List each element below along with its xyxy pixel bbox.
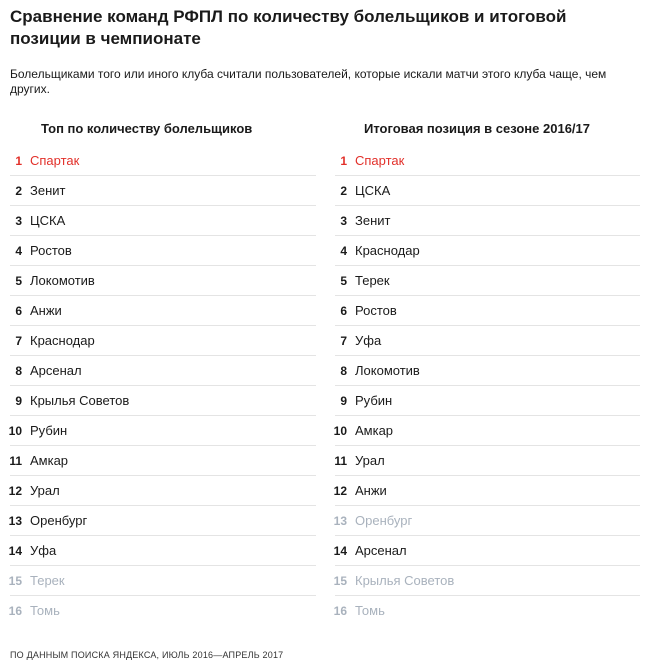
fans-ranking-table	[10, 146, 316, 625]
table-row	[10, 176, 316, 206]
table-row	[335, 596, 640, 625]
team-name: Ростов	[30, 243, 72, 258]
table-row	[335, 146, 640, 176]
rank-number: 15	[333, 573, 347, 588]
table-row	[10, 356, 316, 386]
rank-number: 5	[340, 273, 347, 288]
team-name: Амкар	[355, 423, 394, 438]
table-row	[10, 146, 316, 176]
team-name: Арсенал	[355, 543, 407, 558]
team-name: Урал	[30, 483, 60, 498]
team-name: Зенит	[30, 183, 66, 198]
team-name: Крылья Советов	[355, 573, 455, 588]
table-row	[335, 236, 640, 266]
rank-number: 15	[8, 573, 22, 588]
table-row	[335, 266, 640, 296]
left-column-heading: Топ по количеству болельщиков	[41, 121, 253, 136]
team-name: Крылья Советов	[30, 393, 130, 408]
rank-number: 14	[333, 543, 347, 558]
team-name: Рубин	[355, 393, 393, 408]
rank-number: 7	[15, 333, 22, 348]
source-note: ПО ДАННЫМ ПОИСКА ЯНДЕКСА, ИЮЛЬ 2016—АПРЕЛЬ 2017	[10, 650, 284, 660]
rank-number: 10	[333, 423, 347, 438]
team-name: Зенит	[355, 213, 391, 228]
table-row	[10, 416, 316, 446]
team-name: Краснодар	[355, 243, 420, 258]
team-name: Локомотив	[355, 363, 420, 378]
table-row	[335, 506, 640, 536]
rank-number: 13	[333, 513, 347, 528]
team-name: Оренбург	[355, 513, 413, 528]
table-row	[335, 446, 640, 476]
rank-number: 7	[340, 333, 347, 348]
rank-number: 8	[15, 363, 22, 378]
rank-number: 12	[333, 483, 347, 498]
table-row	[335, 416, 640, 446]
team-name: Оренбург	[30, 513, 88, 528]
rank-number: 3	[15, 213, 22, 228]
team-name: Уфа	[355, 333, 382, 348]
rank-number: 1	[15, 153, 22, 168]
table-row	[10, 326, 316, 356]
table-row	[10, 566, 316, 596]
team-name: Краснодар	[30, 333, 95, 348]
team-name: Амкар	[30, 453, 69, 468]
table-row	[335, 206, 640, 236]
table-row	[10, 386, 316, 416]
season-standings-table	[335, 146, 640, 625]
team-name: Терек	[30, 573, 65, 588]
rank-number: 3	[340, 213, 347, 228]
table-row	[335, 176, 640, 206]
table-row	[10, 476, 316, 506]
page-title: Сравнение команд РФПЛ по количеству болельщиков и итоговой позиции в чемпионате	[10, 7, 567, 48]
team-name: Томь	[355, 603, 385, 618]
rank-number: 14	[8, 543, 22, 558]
team-name: Томь	[30, 603, 60, 618]
team-name: Локомотив	[30, 273, 95, 288]
table-row	[10, 446, 316, 476]
rank-number: 5	[15, 273, 22, 288]
rank-number: 11	[9, 453, 22, 468]
rank-number: 8	[340, 363, 347, 378]
team-name: Спартак	[355, 153, 405, 168]
rank-number: 4	[15, 243, 22, 258]
table-row	[10, 296, 316, 326]
page-subtitle: Болельщиками того или иного клуба считали пользователей, которые искали матчи этого клуба чаще, чем других.	[10, 67, 607, 96]
rank-number: 11	[334, 453, 347, 468]
team-name: Спартак	[30, 153, 80, 168]
team-name: Терек	[355, 273, 390, 288]
rank-number: 16	[8, 603, 22, 618]
rank-number: 13	[8, 513, 22, 528]
team-name: Ростов	[355, 303, 397, 318]
rank-number: 16	[333, 603, 347, 618]
table-row	[10, 266, 316, 296]
table-row	[10, 236, 316, 266]
rank-number: 9	[340, 393, 347, 408]
rank-number: 6	[15, 303, 22, 318]
team-name: Уфа	[30, 543, 57, 558]
table-row	[335, 476, 640, 506]
team-name: ЦСКА	[355, 183, 391, 198]
table-row	[335, 536, 640, 566]
right-column-heading: Итоговая позиция в сезоне 2016/17	[364, 121, 590, 136]
table-row	[10, 596, 316, 625]
table-row	[335, 296, 640, 326]
rank-number: 12	[8, 483, 22, 498]
table-row	[335, 356, 640, 386]
team-name: ЦСКА	[30, 213, 66, 228]
table-row	[335, 326, 640, 356]
table-row	[335, 566, 640, 596]
table-row	[10, 206, 316, 236]
rank-number: 4	[340, 243, 347, 258]
rank-number: 1	[340, 153, 347, 168]
team-name: Анжи	[355, 483, 387, 498]
rank-number: 6	[340, 303, 347, 318]
rank-number: 2	[340, 183, 347, 198]
team-name: Урал	[355, 453, 385, 468]
team-name: Арсенал	[30, 363, 82, 378]
table-row	[10, 506, 316, 536]
rank-number: 10	[8, 423, 22, 438]
team-name: Рубин	[30, 423, 68, 438]
table-row	[335, 386, 640, 416]
rank-number: 2	[15, 183, 22, 198]
table-row	[10, 536, 316, 566]
team-name: Анжи	[30, 303, 62, 318]
rank-number: 9	[15, 393, 22, 408]
